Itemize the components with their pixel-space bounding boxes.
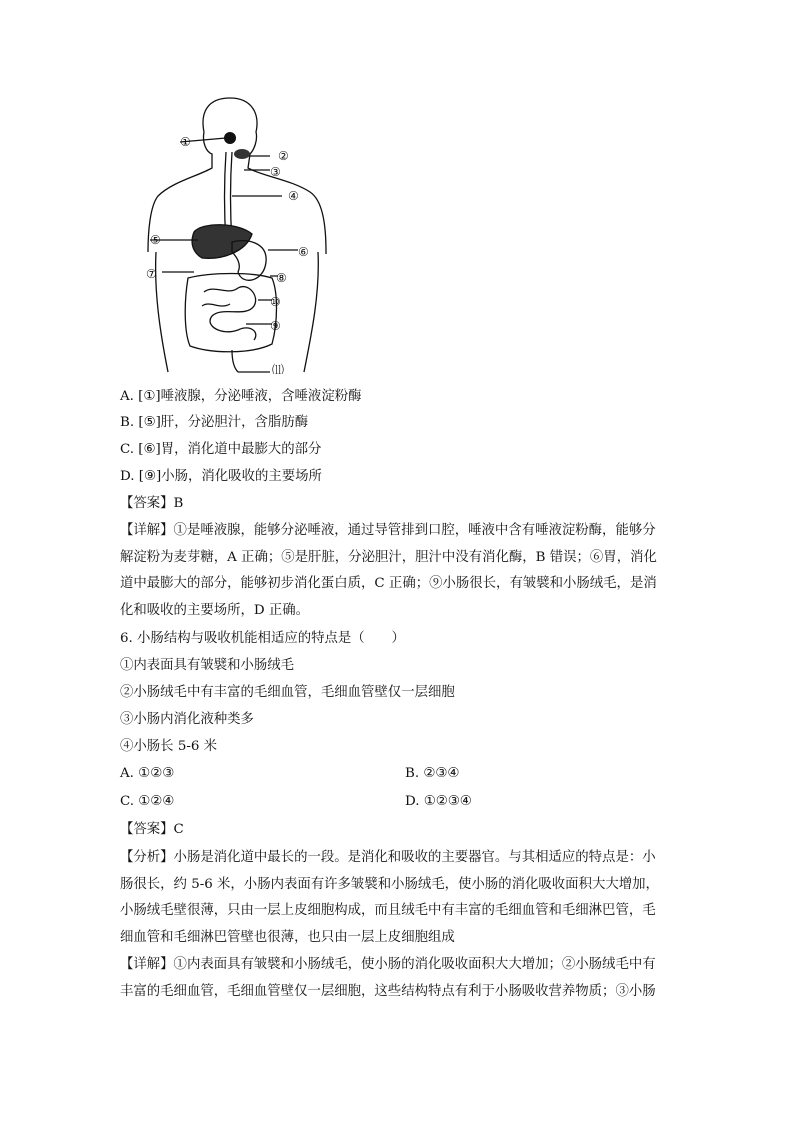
label-8: ⑧ [276, 271, 287, 285]
label-5: ⑤ [150, 233, 161, 247]
q5-option-c: C. [⑥]胃，消化道中最膨大的部分 [120, 442, 322, 457]
salivary-gland [224, 132, 236, 144]
q6-detail [120, 952, 682, 1005]
label-9: ⑨ [270, 319, 281, 333]
q6-answer: 【答案】C [120, 822, 184, 837]
q5-detail-line: 化和吸收的主要场所，D 正确。 [120, 602, 310, 618]
q6-analysis-line: 肠很长，约 5-6 米，小肠内表面有许多皱襞和小肠绒毛，使小肠的消化吸收面积大大增加， [120, 876, 659, 892]
q6-detail-line: 丰富的毛细血管，毛细血管壁仅一层细胞，这些结构特点有利于小肠吸收营养物质；③小肠 [120, 983, 656, 999]
q6-item-1: ①内表面具有皱襞和小肠绒毛 [120, 658, 295, 673]
q6-analysis-line: 细血管和毛细淋巴管壁也很薄，也只由一层上皮细胞组成 [120, 929, 455, 945]
q6-choice-row-1 [120, 765, 460, 783]
label-7: ⑦ [146, 267, 157, 281]
q5-option-d: D. [⑨]小肠，消化吸收的主要场所 [120, 469, 322, 484]
label-6: ⑥ [298, 245, 309, 259]
rectum [232, 350, 238, 372]
liver [192, 225, 252, 259]
q6-item-4: ④小肠长 5-6 米 [120, 739, 218, 754]
q6-detail-line: 【详解】①内表面具有皱襞和小肠绒毛，使小肠的消化吸收面积大大增加；②小肠绒毛中有 [120, 957, 656, 972]
body-lower-left [156, 252, 168, 372]
salivary-gland-2 [234, 149, 250, 159]
q6-analysis [120, 845, 682, 951]
body-lower-right [304, 252, 318, 372]
q6-analysis-line: 小肠绒毛壁很薄，只由一层上皮细胞构成，而且绒毛中有丰富的毛细血管和毛细淋巴管，毛 [120, 903, 656, 918]
q6-choice-a: A. ①②③ [120, 766, 175, 781]
q6-item-2: ②小肠绒毛中有丰富的毛细血管，毛细血管壁仅一层细胞 [120, 685, 455, 700]
label-1: ① [180, 135, 191, 149]
q6-choice-b: B. ②③④ [405, 766, 460, 781]
q5-detail-line: 道中最膨大的部分，能够初步消化蛋白质，C 正确；⑨小肠很长，有皱襞和小肠绒毛，是消 [120, 576, 657, 591]
label-11: ⑾ [272, 363, 285, 374]
q5-detail-line: 解淀粉为麦芽糖，A 正确；⑤是肝脏，分泌胆汁，胆汁中没有消化酶，B 错误；⑥胃，消化 [120, 549, 657, 565]
q6-analysis-line: 【分析】小肠是消化道中最长的一段。是消化和吸收的主要器官。与其相适应的特点是：小 [120, 850, 656, 865]
q6-choice-d: D. ①②③④ [405, 794, 472, 809]
q6-stem: 6. 小肠结构与吸收机能相适应的特点是（ ） [120, 631, 405, 646]
q6-choice-row-2 [120, 793, 472, 811]
digestive-system-diagram [142, 92, 332, 374]
q5-detail-line: 【详解】①是唾液腺，能够分泌唾液，通过导管排到口腔，唾液中含有唾液淀粉酶，能够分 [120, 523, 656, 538]
q5-option-b: B. [⑤]肝，分泌胆汁，含脂肪酶 [120, 415, 309, 430]
q5-option-a: A. [①]唾液腺，分泌唾液，含唾液淀粉酶 [120, 389, 362, 404]
large-intestine [185, 274, 276, 352]
label-10: ⑩ [270, 295, 281, 309]
q5-detail [120, 518, 682, 624]
diagram-svg [142, 92, 332, 374]
small-intestine [202, 287, 256, 340]
q6-item-3: ③小肠内消化液种类多 [120, 712, 254, 727]
q6-choice-c: C. ①②④ [120, 794, 175, 809]
label-2: ② [278, 149, 289, 163]
label-4: ④ [288, 189, 299, 203]
q5-answer: 【答案】B [120, 496, 184, 511]
label-3: ③ [270, 165, 281, 179]
